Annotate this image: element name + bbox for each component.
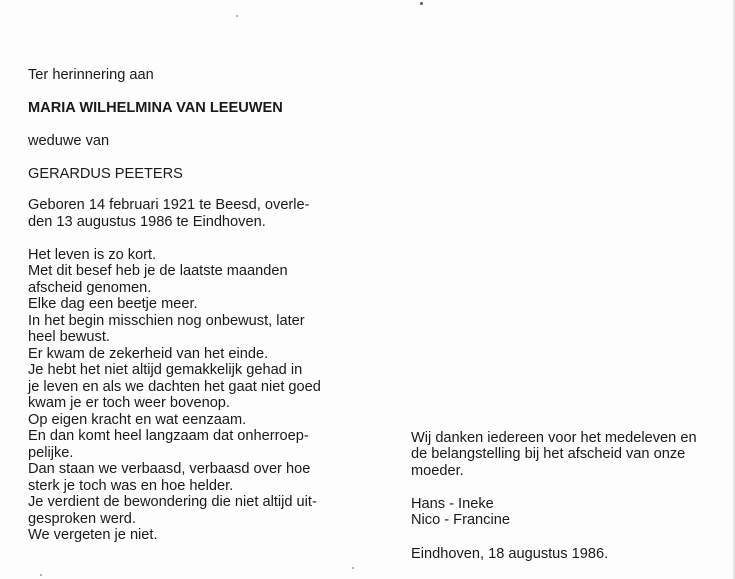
poem-line: heel bewust. — [28, 329, 110, 345]
poem-line: Elke dag een beetje meer. — [28, 296, 198, 312]
spouse-name: GERARDUS PEETERS — [28, 166, 183, 182]
poem-line: Er kwam de zekerheid van het einde. — [28, 346, 269, 362]
scan-speck — [236, 15, 238, 17]
scan-speck — [420, 2, 423, 5]
poem-line: Op eigen kracht en wat eenzaam. — [28, 412, 247, 428]
relation-text: weduwe van — [28, 133, 110, 149]
scan-speck — [352, 567, 354, 569]
poem-line: kwam je er toch weer bovenop. — [28, 395, 230, 411]
poem-line: Het leven is zo kort. — [28, 247, 157, 263]
birth-death-line-1: Geboren 14 februari 1921 te Beesd, overle- — [28, 197, 310, 213]
family-line: Hans - Ineke — [411, 496, 494, 512]
place-date: Eindhoven, 18 augustus 1986. — [411, 546, 609, 562]
poem-line: Je verdient de bewondering die niet altijd uit- — [28, 494, 317, 510]
poem-line: je leven en als we dachten het gaat niet goed — [28, 379, 321, 395]
poem-line: afscheid genomen. — [28, 280, 152, 296]
poem-line: En dan komt heel langzaam dat onherroep- — [28, 428, 309, 444]
thanks-line: Wij danken iedereen voor het medeleven en — [411, 430, 697, 446]
poem-line: Dan staan we verbaasd, verbaasd over hoe — [28, 461, 311, 477]
deceased-name: MARIA WILHELMINA VAN LEEUWEN — [28, 100, 283, 116]
poem-line: In het begin misschien nog onbewust, later — [28, 313, 305, 329]
scan-speck — [40, 574, 42, 576]
poem-line: sterk je toch was en hoe helder. — [28, 478, 234, 494]
poem-line: pelijke. — [28, 445, 74, 461]
thanks-line: moeder. — [411, 463, 464, 479]
poem-line: gesproken werd. — [28, 511, 136, 527]
intro-text: Ter herinnering aan — [28, 67, 154, 83]
thanks-line: de belangstelling bij het afscheid van onze — [411, 446, 686, 462]
poem-line: Je hebt het niet altijd gemakkelijk gehad in — [28, 362, 303, 378]
birth-death-line-2: den 13 augustus 1986 te Eindhoven. — [28, 214, 266, 230]
family-line: Nico - Francine — [411, 512, 510, 528]
poem-line: Met dit besef heb je de laatste maanden — [28, 263, 288, 279]
poem-line: We vergeten je niet. — [28, 527, 158, 543]
